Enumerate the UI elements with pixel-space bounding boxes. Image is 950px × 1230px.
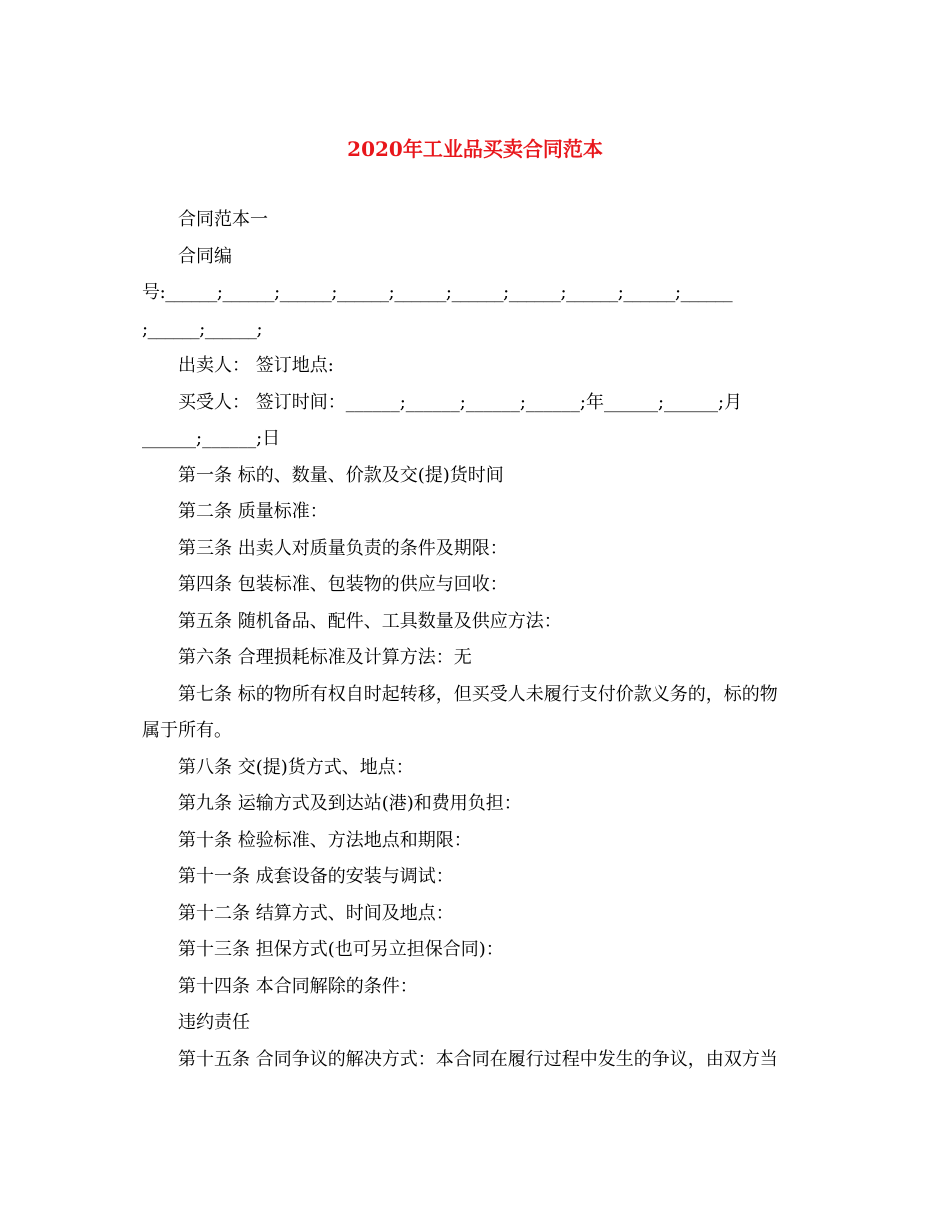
article-11: 第十一条 成套设备的安装与调试： (178, 866, 454, 887)
article-10: 第十条 检验标准、方法地点和期限： (178, 829, 472, 851)
article-7: 第七条 标的物所有权自时起转移，但买受人未履行支付价款义务的，标的物 (178, 683, 778, 705)
article-8: 第八条 交(提)货方式、地点： (178, 756, 414, 778)
section-liability: 违约责任 (178, 1012, 250, 1033)
article-3: 第三条 出卖人对质量负责的条件及期限： (178, 537, 508, 559)
paragraph-buyer-date-cont: ______;______;日 (142, 428, 281, 449)
article-7-cont: 属于所有。 (142, 720, 232, 741)
document-title: 2020年工业品买卖合同范本 (347, 137, 603, 161)
article-2: 第二条 质量标准： (178, 501, 328, 522)
paragraph-contract-number-blanks-cont: ;______;______; (142, 318, 263, 340)
article-6: 第六条 合理损耗标准及计算方法：无 (178, 647, 472, 668)
article-12: 第十二条 结算方式、时间及地点： (178, 902, 454, 924)
paragraph-contract-number-label: 合同编 (178, 245, 232, 267)
article-14: 第十四条 本合同解除的条件： (178, 975, 418, 997)
document-body (142, 202, 812, 1078)
article-13: 第十三条 担保方式(也可另立担保合同)： (178, 939, 504, 960)
article-4: 第四条 包装标准、包装物的供应与回收： (178, 574, 508, 595)
article-9: 第九条 运输方式及到达站(港)和费用负担： (178, 793, 522, 814)
paragraph-buyer: 买受人： 签订时间：______;______;______;______;年______;______;月 (178, 391, 743, 413)
paragraph-seller: 出卖人： 签订地点: (178, 355, 334, 376)
paragraph-contract-number-blanks: 号:______;______;______;______;______;______;______;______;______;______ (142, 282, 733, 303)
article-15: 第十五条 合同争议的解决方式：本合同在履行过程中发生的争议，由双方当 (178, 1048, 778, 1070)
article-1: 第一条 标的、数量、价款及交(提)货时间 (178, 464, 504, 486)
paragraph-template-label: 合同范本一 (178, 209, 268, 230)
article-5: 第五条 随机备品、配件、工具数量及供应方法： (178, 610, 562, 632)
